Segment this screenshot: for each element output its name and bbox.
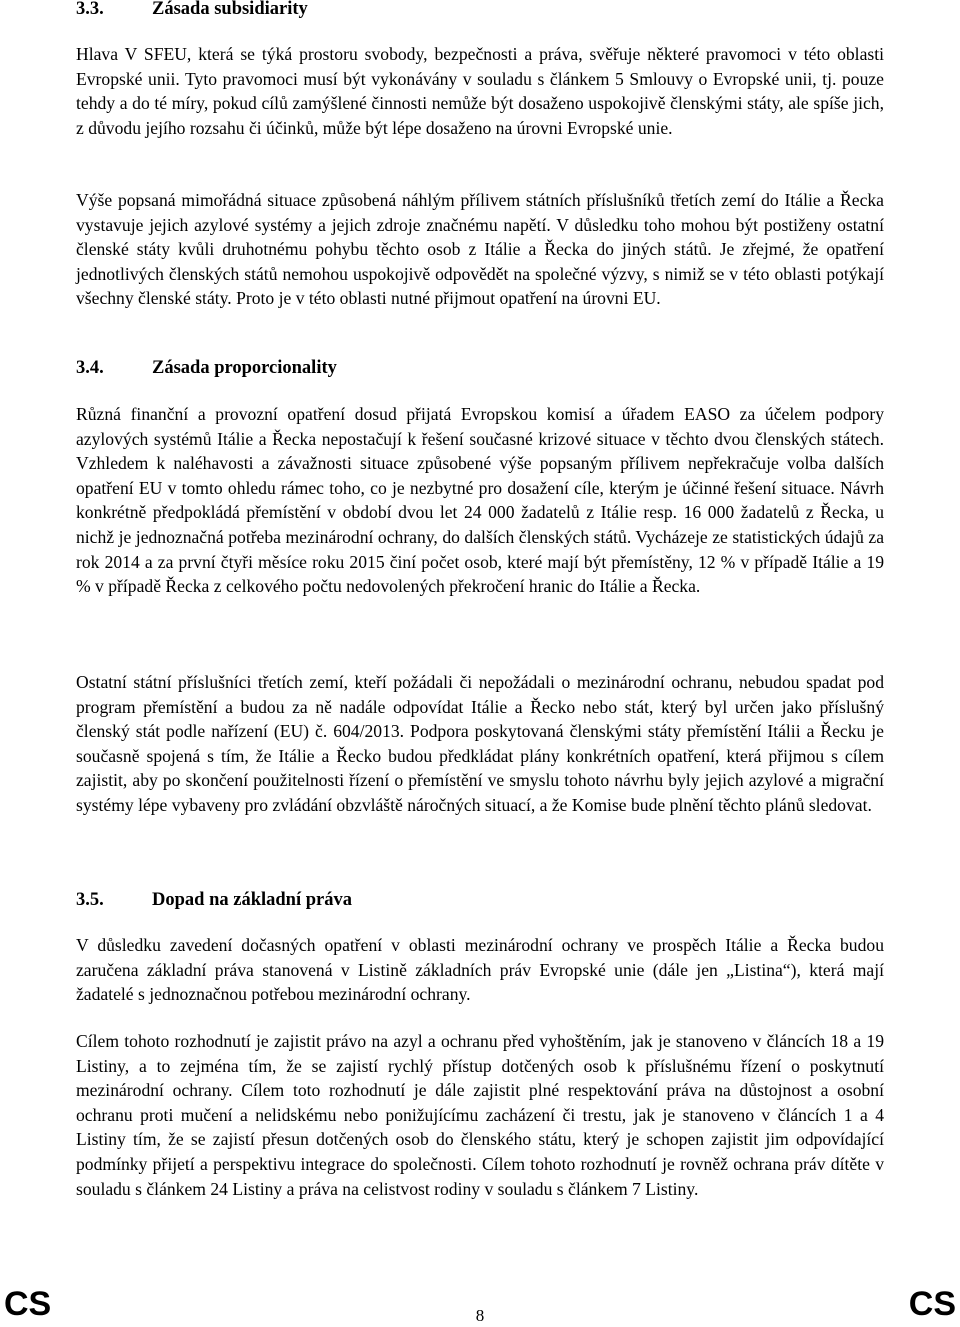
section-title: Zásada proporcionality <box>152 358 337 378</box>
paragraph: V důsledku zavedení dočasných opatření v oblasti mezinárodní ochrany ve prospěch Itálie a Řecka budou zaručena základní práva stanovená v Listině základních práv Evropské unie (dále jen „Listina“), která mají žadatelé s jednoznačnou potřebou mezinárodní ochrany. <box>76 935 884 1005</box>
section-heading-proportionality <box>76 356 337 380</box>
footer-language-left: CS <box>4 1285 52 1323</box>
paragraph: Ostatní státní příslušníci třetích zemí, kteří požádali či nepožádali o mezinárodní ochranu, nebudou spadat pod program přemístění a budou za ně nadále odpovídat Itálie a Řecko nebo stát, který byl určen jako příslušný členský stát podle nařízení (EU) č. 604/2013. Podpora poskytovaná členskými státy přemístění Itálii a Řecku je současně spojená s tím, že Itálie a Řecko budou předkládat plány konkrétních opatření, která přijmou s cílem zajistit, aby po skončení použitelnosti řízení o přemístění ve smyslu tohoto návrhu byly jejich azylové a migrační systémy lépe vybaveny pro zvládání obzvláště náročných situací, a že Komise bude plnění těchto plánů sledovat. <box>76 672 884 815</box>
paragraph: Různá finanční a provozní opatření dosud přijatá Evropskou komisí a úřadem EASO za účelem podpory azylových systémů Itálie a Řecka nepostačují k řešení současné krizové situace v těchto dvou členských státech. Vzhledem k naléhavosti a závažnosti situace způsobené výše popsaným přílivem nepřekračuje volba dalších opatření EU v tomto ohledu rámec toho, co je nezbytné pro dosažení cíle, kterým je účinné řešení situace. Návrh konkrétně předpokládá přemístění v období dvou let 24 000 žadatelů z Itálie resp. 16 000 žadatelů z Řecka, u nichž je jednoznačná potřeba mezinárodní ochrany, do dalších členských států. Vycházeje ze statistických údajů za rok 2014 a za první čtyři měsíce roku 2015 činí počet osob, které mají být přemístěny, 12 % v případě Itálie a 19 % v případě Řecka z celkového počtu nedovolených překročení hranic do Itálie a Řecka. <box>76 404 884 597</box>
paragraph: Cílem tohoto rozhodnutí je zajistit právo na azyl a ochranu před vyhoštěním, jak je stanoveno v článcích 18 a 19 Listiny, a to zejména tím, že se zajistí rychlý přístup dotčených osob k příslušnému řízení o poskytnutí mezinárodní ochrany. Cílem toto rozhodnutí je dále zajistit plné respektování práva na důstojnost a osobní ochranu proti mučení a nelidskému nebo ponižujícímu zacházení či trestu, jak je stanoveno v článcích 1 a 4 Listiny tím, že se zajistí přesun dotčených osob do členského státu, který je schopen zajistit jim odpovídající podmínky přijetí a perspektivu integrace do společnosti. Cílem tohoto rozhodnutí je rovněž ochrana práv dítěte v souladu s článkem 24 Listiny a práva na celistvost rodiny v souladu s článkem 7 Listiny. <box>76 1031 884 1199</box>
section-title: Dopad na základní práva <box>152 890 352 910</box>
paragraph: Výše popsaná mimořádná situace způsobená náhlým přílivem státních příslušníků třetích zemí do Itálie a Řecka vystavuje jejich azylové systémy a jejich zdroje značnému napětí. V důsledku toho mohou být postiženy ostatní členské státy kvůli druhotnému pohybu těchto osob z Itálie a Řecka do jiných států. Je zřejmé, že opatření jednotlivých členských států nemohou uspokojivě odpovědět na společné výzvy, s nimiž se v této oblasti potýkají všechny členské státy. Proto je v této oblasti nutné přijmout opatření na úrovni EU. <box>76 190 884 309</box>
paragraph: Hlava V SFEU, která se týká prostoru svobody, bezpečnosti a práva, svěřuje některé pravomoci v této oblasti Evropské unii. Tyto pravomoci musí být vykonávány v souladu s článkem 5 Smlouvy o Evropské unii, tj. pouze tehdy a do té míry, pokud cílů zamýšlené činnosti nemůže být dosaženo uspokojivě členskými státy, ale spíše jich, z důvodu jejího rozsahu či účinků, může být lépe dosaženo na úrovni Evropské unie. <box>76 44 884 138</box>
page-number: 8 <box>475 1306 485 1325</box>
section-number: 3.3. <box>76 0 104 19</box>
section-number: 3.4. <box>76 358 104 378</box>
section-heading-subsidiarity <box>76 0 308 21</box>
section-number: 3.5. <box>76 890 104 910</box>
section-title: Zásada subsidiarity <box>152 0 308 19</box>
footer-language-right: CS <box>908 1285 956 1323</box>
section-heading-fundamental-rights <box>76 888 352 912</box>
